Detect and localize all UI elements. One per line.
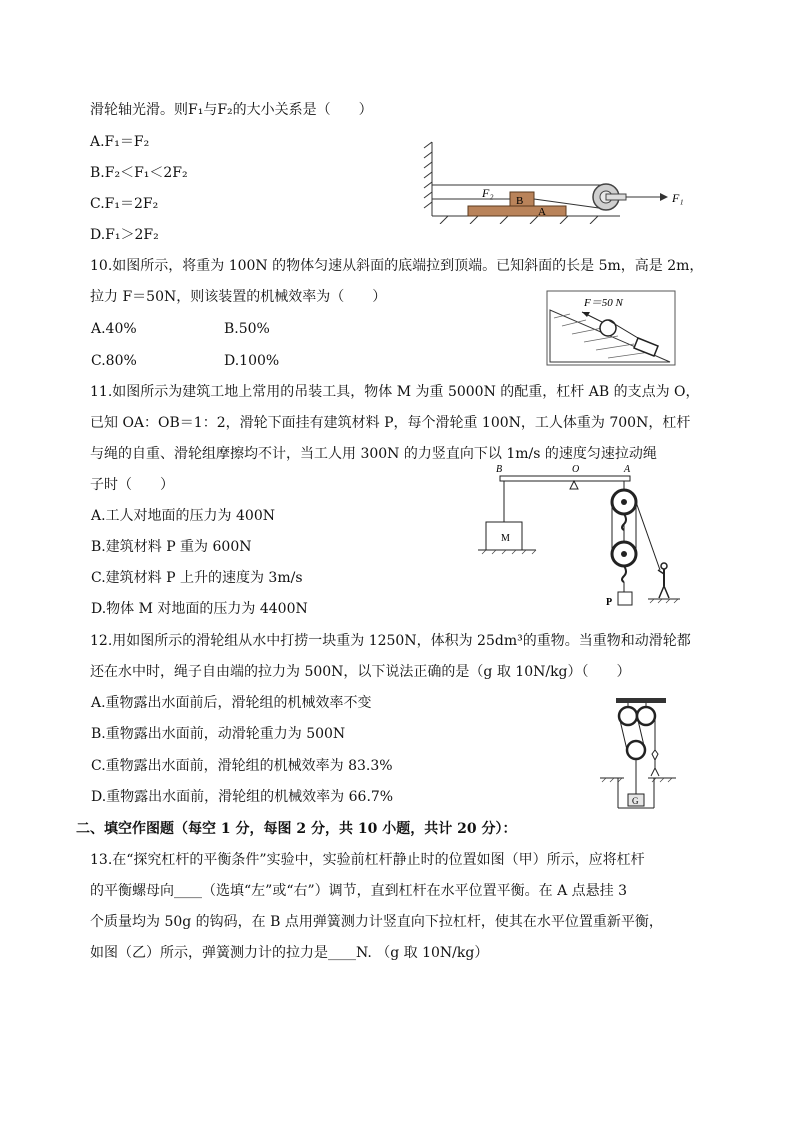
- q13-line2: 的平衡螺母向____（选填“左”或“右”）调节，直到杠杆在水平位置平衡。在 A 点悬挂 3: [90, 883, 627, 899]
- q12-fixed-pulley-2: [637, 707, 655, 725]
- q13-line3: 个质量均为 50g 的钩码，在 B 点用弹簧测力计竖直向下拉杠杆，使其在水平位置重新平衡，: [90, 914, 663, 930]
- q12-pulley-figure: [596, 696, 680, 812]
- q12-moving-pulley: [627, 741, 645, 759]
- q10-pulley: [600, 320, 616, 336]
- q9-option-c: C.F₁＝2F₂: [90, 196, 159, 212]
- q10-option-b: B.50%: [224, 321, 270, 337]
- q12-line2: 还在水中时，绳子自由端的拉力为 500N，以下说法正确的是（g 取 10N/kg）（ ）: [90, 664, 631, 680]
- q11-label-b: B: [496, 464, 503, 475]
- q10-option-c: C.80%: [91, 353, 137, 369]
- q11-option-d: D.物体 M 对地面的压力为 4400N: [91, 601, 308, 617]
- q10-option-d: D.100%: [224, 353, 280, 369]
- q9-option-a: A.F₁＝F₂: [90, 134, 150, 150]
- q11-lever: [500, 476, 630, 481]
- q11-label-a: A: [624, 464, 631, 475]
- section2-title: 二、填空作图题（每空 1 分，每图 2 分，共 10 小题，共计 20 分）：: [76, 821, 517, 837]
- q9-option-b: B.F₂＜F₁＜2F₂: [90, 165, 188, 181]
- q11-line1: 11.如图所示为建筑工地上常用的吊装工具，物体 M 为重 5000N 的配重，杠杆 AB 的支点为 O，: [90, 384, 700, 400]
- q9-label-a: A: [538, 206, 546, 218]
- q11-material-p: [618, 592, 632, 605]
- q10-label-force: F＝50 N: [584, 297, 623, 309]
- q11-label-p: P: [606, 597, 613, 608]
- q12-option-d: D.重物露出水面前，滑轮组的机械效率为 66.7%: [91, 789, 394, 805]
- q11-line3: 与绳的自重、滑轮组摩擦均不计，当工人用 300N 的力竖直向下以 1m/s 的速度匀速拉动绳: [90, 446, 657, 462]
- q13-line1: 13.在“探究杠杆的平衡条件”实验中，实验前杠杆静止时的位置如图（甲）所示，应将杠杆: [90, 852, 645, 868]
- q11-option-b: B.建筑材料 P 重为 600N: [91, 539, 252, 555]
- q9-pulley-figure: [420, 138, 690, 224]
- q11-line2: 已知 OA：OB＝1：2，滑轮下面挂有建筑材料 P，每个滑轮重 100N，工人体重为 700N，杠杆: [90, 415, 691, 431]
- q11-crane-figure: [474, 462, 684, 612]
- q10-incline-figure: [546, 290, 676, 366]
- q11-worker: [661, 563, 667, 569]
- q9-label-b: B: [516, 195, 524, 207]
- q11-option-c: C.建筑材料 P 上升的速度为 3m/s: [91, 570, 303, 586]
- q11-option-a: A.工人对地面的压力为 400N: [91, 508, 275, 524]
- q9-stem-tail: 滑轮轴光滑。则F₁与F₂的大小关系是（ ）: [90, 102, 373, 118]
- q12-ceiling: [616, 698, 666, 703]
- q9-label-f2: F₂: [482, 186, 494, 200]
- q11-line4: 子时（ ）: [90, 477, 174, 493]
- q12-option-b: B.重物露出水面前，动滑轮重力为 500N: [91, 726, 346, 742]
- q12-label-g: G: [632, 796, 639, 806]
- q9-board-a: [468, 206, 566, 216]
- q12-fixed-pulley-1: [619, 707, 637, 725]
- q11-label-m: M: [501, 533, 510, 544]
- q9-label-f1: F₁: [672, 191, 684, 205]
- q10-line1: 10.如图所示，将重为 100N 的物体匀速从斜面的底端拉到顶端。已知斜面的长是 5m，高是 2m，: [90, 258, 704, 274]
- q12-option-c: C.重物露出水面前，滑轮组的机械效率为 83.3%: [91, 758, 393, 774]
- q12-option-a: A.重物露出水面前后，滑轮组的机械效率不变: [91, 695, 372, 711]
- q11-label-o: O: [572, 464, 580, 475]
- q10-option-a: A.40%: [91, 321, 137, 337]
- q13-line4: 如图（乙）所示，弹簧测力计的拉力是____N. （g 取 10N/kg）: [90, 945, 489, 961]
- q10-line2: 拉力 F＝50N，则该装置的机械效率为（ ）: [90, 289, 387, 305]
- q9-option-d: D.F₁＞2F₂: [90, 227, 159, 243]
- q12-line1: 12.用如图所示的滑轮组从水中打捞一块重为 1250N，体积为 25dm³的重物。当重物和动滑轮都: [90, 633, 691, 649]
